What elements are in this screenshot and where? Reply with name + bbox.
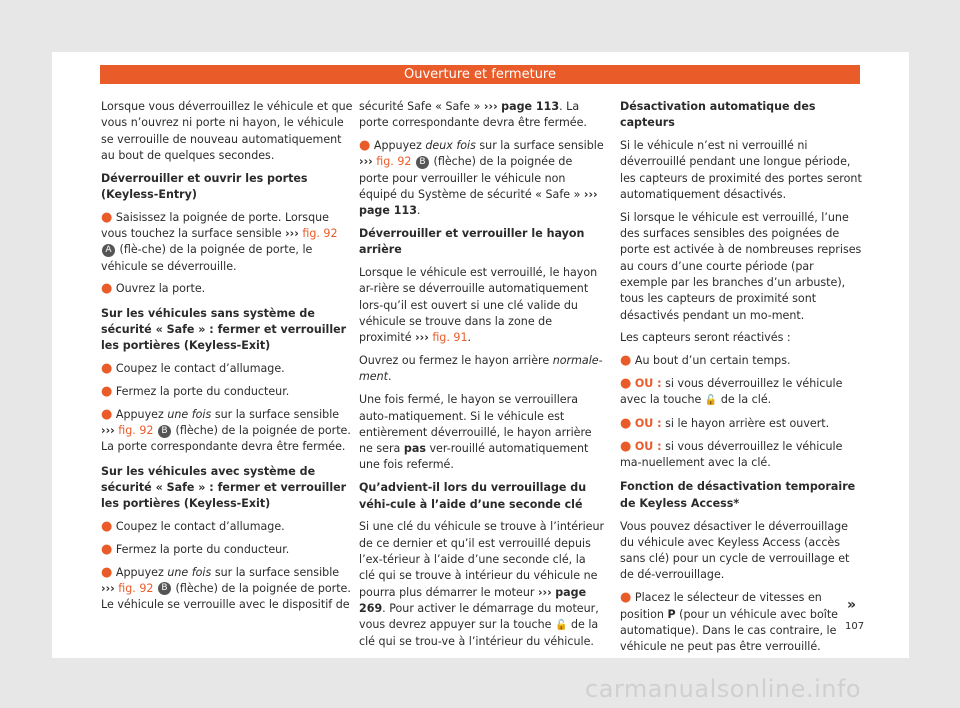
- arrow-icon: ›››: [537, 585, 552, 599]
- heading: Sur les véhicules sans système de sécurité « Safe » : fermer et verrouiller les portières (Keyless-Exit): [101, 306, 347, 353]
- bullet-icon: ●: [101, 406, 113, 422]
- heading: Déverrouiller et ouvrir les portes (Keyless-Entry): [101, 171, 308, 201]
- heading: Déverrouiller et verrouiller le hayon arrière: [359, 227, 585, 257]
- arrow-icon: ›››: [583, 187, 598, 201]
- callout-b-icon: B: [158, 582, 171, 595]
- heading: Fonction de désactivation temporaire de Keyless Access*: [620, 480, 856, 510]
- page-link[interactable]: page 113: [359, 204, 417, 218]
- column-1: [101, 99, 353, 620]
- figure-link[interactable]: fig. 92: [118, 424, 154, 438]
- figure-link[interactable]: fig. 92: [376, 155, 412, 169]
- paragraph: Lorsque vous déverrouillez le véhicule et que vous n’ouvrez ni porte ni hayon, le véhicule se verrouille de nouveau automatiquement au bout de quelques secondes.: [101, 100, 353, 162]
- bullet-icon: ●: [620, 590, 632, 606]
- paragraph: sécurité Safe « Safe » ››› page 113. La porte correspondante devra être fermée.: [359, 100, 587, 130]
- bullet-icon: ●: [101, 281, 113, 297]
- list-item: ● Placez le sélecteur de vitesses en position P (pour un véhicule avec boîte automatique). Dans le cas contraire, le véhicule ne peut pas être verrouillé.: [620, 590, 838, 654]
- list-item: ● Coupez le contact d’allumage.: [101, 361, 285, 377]
- arrow-icon: ›››: [101, 581, 115, 595]
- page-link[interactable]: page 269: [359, 585, 587, 615]
- bullet-icon: ●: [101, 519, 113, 535]
- arrow-icon: ›››: [483, 100, 498, 113]
- figure-link[interactable]: fig. 91: [432, 331, 468, 345]
- page-title: Ouverture et fermeture: [403, 67, 556, 82]
- heading: Qu’advient-il lors du verrouillage du véhi-cule à l’aide d’une seconde clé: [359, 481, 587, 511]
- continued-icon: »: [847, 597, 857, 613]
- watermark: carmanualsonline.info: [585, 675, 862, 703]
- callout-b-icon: B: [158, 425, 171, 438]
- bullet-icon: ●: [359, 138, 371, 154]
- list-item: ● Appuyez deux fois sur la surface sensible ››› fig. 92 B (flèche) de la poignée de porte pour verrouiller le véhicule non équipé du Système de sécurité « Safe » ››› page 113.: [359, 138, 604, 218]
- bullet-icon: ●: [620, 375, 632, 391]
- bullet-icon: ●: [101, 564, 113, 580]
- bullet-icon: ●: [101, 383, 113, 399]
- bullet-icon: ●: [101, 541, 113, 557]
- paragraph: Vous pouvez désactiver le déverrouillage du véhicule avec Keyless Access (accès sans clé) pour un cycle de verrouillage et de dé-verrouillage.: [620, 519, 850, 582]
- paragraph: Les capteurs seront réactivés :: [620, 331, 791, 345]
- arrow-icon: ›››: [415, 331, 429, 345]
- bullet-icon: ●: [101, 361, 113, 377]
- paragraph: Ouvrez ou fermez le hayon arrière normale-ment.: [359, 354, 603, 384]
- bullet-icon: ●: [620, 438, 632, 454]
- paragraph: Si le véhicule n’est ni verrouillé ni déverrouillé pendant une longue période, les capteurs de proximité des portes seront automatiquement désactivés.: [620, 139, 862, 201]
- bullet-icon: ●: [620, 416, 632, 432]
- paragraph: Lorsque le véhicule est verrouillé, le hayon ar-rière se déverrouille automatiquement lors-qu’il est ouvert si une clé valide du véhicule se trouve dans la zone de proximité ››› fig. 91.: [359, 266, 598, 345]
- list-item: ● Fermez la porte du conducteur.: [101, 383, 290, 399]
- callout-a-icon: A: [102, 244, 115, 257]
- column-2: [359, 99, 605, 657]
- list-item: ● Fermez la porte du conducteur.: [101, 541, 290, 557]
- list-item: ● Ouvrez la porte.: [101, 281, 206, 297]
- list-item: ● OU : si vous déverrouillez le véhicule ma-nuellement avec la clé.: [620, 438, 843, 470]
- figure-link[interactable]: fig. 92: [302, 227, 338, 241]
- paragraph: Si lorsque le véhicule est verrouillé, l’une des surfaces sensibles des poignées de porte est activée à de nombreuses reprises au cours d’une courte période (par exemple par les branches d’un arbuste), tous les capteurs de proximité sont désactivés pendant un mo-ment.: [620, 210, 862, 322]
- list-item: ● Au bout d’un certain temps.: [620, 353, 791, 369]
- arrow-icon: ›››: [359, 155, 373, 169]
- paragraph: Une fois fermé, le hayon se verrouillera auto-matiquement. Si le véhicule est entièrement déverrouillé, le hayon arrière ne sera pas ver-rouillé automatiquement une fois refermé.: [359, 393, 592, 472]
- arrow-icon: ›››: [101, 424, 115, 438]
- column-3: [620, 99, 863, 662]
- lock-key-icon: 🔓: [554, 620, 568, 632]
- bullet-icon: ●: [101, 209, 113, 225]
- lock-key-icon: 🔓: [704, 395, 718, 407]
- list-item: ● OU : si vous déverrouillez le véhicule avec la touche 🔓 de la clé.: [620, 375, 843, 407]
- list-item: ● Appuyez une fois sur la surface sensible ››› fig. 92 B (flèche) de la poignée de porte. La porte correspondante devra être fermée.: [101, 406, 351, 454]
- figure-link[interactable]: fig. 92: [118, 581, 154, 595]
- list-item: ● Appuyez une fois sur la surface sensible ››› fig. 92 B (flèche) de la poignée de porte. Le véhicule se verrouille avec le dispositif de: [101, 564, 351, 612]
- heading: Sur les véhicules avec système de sécurité « Safe » : fermer et verrouiller les portières (Keyless-Exit): [101, 464, 347, 511]
- list-item: ● Saisissez la poignée de porte. Lorsque vous touchez la surface sensible ››› fig. 92 A (flè-che) de la poignée de porte, le véhicule se déverrouille.: [101, 209, 338, 273]
- callout-b-icon: B: [416, 156, 429, 169]
- section-header: [100, 65, 860, 84]
- list-item: ● Coupez le contact d’allumage.: [101, 519, 285, 535]
- arrow-icon: ›››: [285, 227, 299, 241]
- heading: Désactivation automatique des capteurs: [620, 100, 816, 130]
- paragraph: Si une clé du véhicule se trouve à l’intérieur de ce dernier et qu’il est verrouillé depuis l’ex-térieur à l’aide d’une seconde clé, la clé qui se trouve à intérieur du véhicule ne pourra plus démarrer le moteur ››› page 269. Pour activer le démarrage du moteur, vous devrez appuyer sur la touche 🔓 de la clé qui se trou-ve à l’intérieur du véhicule.: [359, 520, 605, 649]
- page-number: 107: [845, 621, 865, 632]
- bullet-icon: ●: [620, 353, 632, 369]
- page-link[interactable]: page 113: [501, 100, 560, 113]
- list-item: ● OU : si le hayon arrière est ouvert.: [620, 416, 830, 432]
